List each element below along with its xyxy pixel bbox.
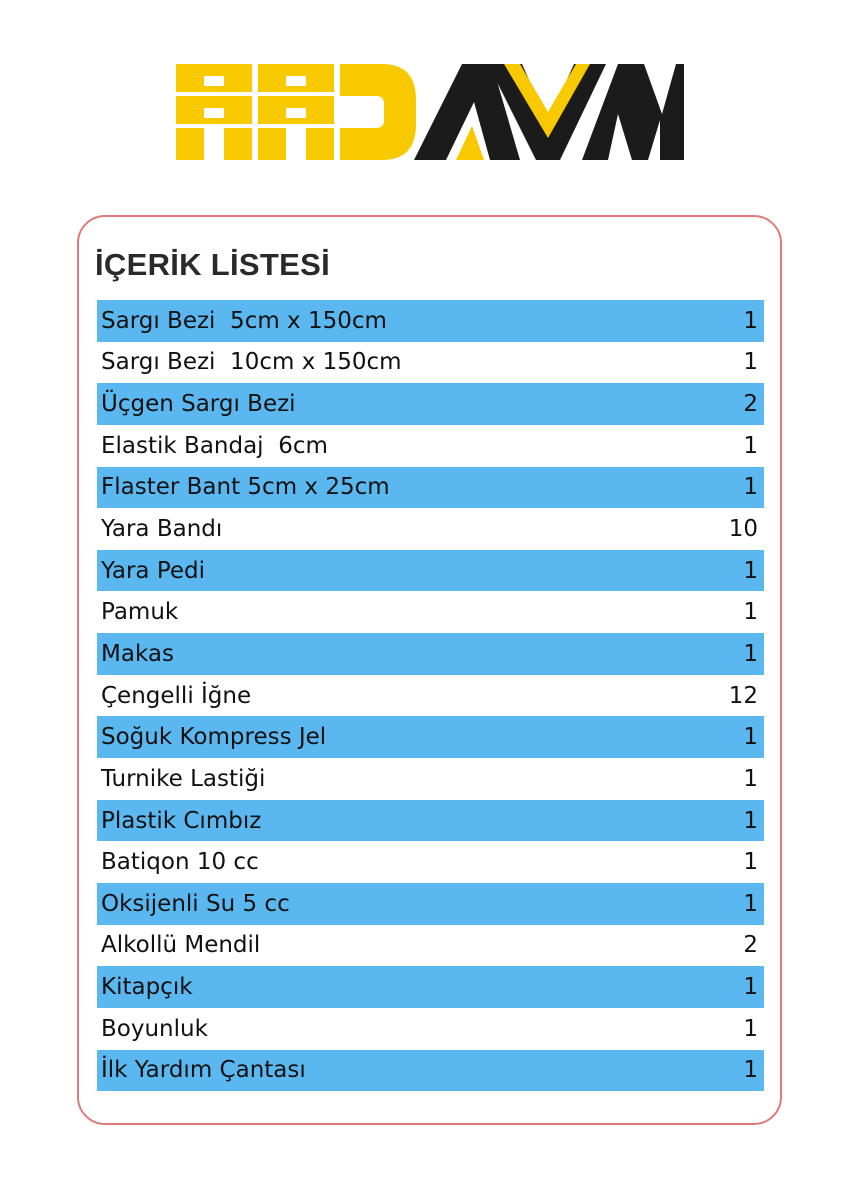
list-item xyxy=(97,383,764,425)
list-item xyxy=(97,300,764,342)
list-item xyxy=(97,758,764,800)
item-quantity: 12 xyxy=(728,682,758,709)
list-item xyxy=(97,467,764,509)
item-quantity: 1 xyxy=(743,807,758,834)
item-quantity: 1 xyxy=(743,1057,758,1084)
item-quantity: 2 xyxy=(743,391,758,418)
item-name: Turnike Lastiği xyxy=(101,765,266,792)
item-name: Alkollü Mendil xyxy=(101,932,261,959)
item-quantity: 2 xyxy=(743,932,758,959)
item-name: Sargı Bezi 5cm x 150cm xyxy=(101,307,387,334)
item-name: Plastik Cımbız xyxy=(101,807,262,834)
item-name: Üçgen Sargı Bezi xyxy=(101,391,296,418)
list-item xyxy=(97,716,764,758)
item-quantity: 1 xyxy=(743,307,758,334)
list-item xyxy=(97,800,764,842)
item-name: Çengelli İğne xyxy=(101,682,252,709)
list-item xyxy=(97,841,764,883)
list-item xyxy=(97,591,764,633)
list-item xyxy=(97,925,764,967)
item-quantity: 10 xyxy=(728,516,758,543)
list-item xyxy=(97,675,764,717)
list-item xyxy=(97,550,764,592)
item-quantity: 1 xyxy=(743,1015,758,1042)
list-item xyxy=(97,633,764,675)
list-item xyxy=(97,966,764,1008)
item-name: Yara Pedi xyxy=(101,557,206,584)
item-name: Yara Bandı xyxy=(101,516,223,543)
list-item xyxy=(97,1050,764,1092)
item-name: İlk Yardım Çantası xyxy=(101,1057,306,1084)
item-quantity: 1 xyxy=(743,974,758,1001)
contents-title: İÇERİK LİSTESİ xyxy=(95,247,331,282)
item-quantity: 1 xyxy=(743,890,758,917)
list-item xyxy=(97,508,764,550)
list-item xyxy=(97,883,764,925)
item-quantity: 1 xyxy=(743,349,758,376)
item-name: Oksijenli Su 5 cc xyxy=(101,890,290,917)
brand-logo xyxy=(170,60,690,170)
item-quantity: 1 xyxy=(743,849,758,876)
item-name: Boyunluk xyxy=(101,1015,208,1042)
item-quantity: 1 xyxy=(743,432,758,459)
logo-graphic xyxy=(170,60,690,170)
item-name: Elastik Bandaj 6cm xyxy=(101,432,328,459)
list-item xyxy=(97,1008,764,1050)
item-name: Pamuk xyxy=(101,599,179,626)
logo-letter-k1 xyxy=(176,64,252,160)
item-name: Sargı Bezi 10cm x 150cm xyxy=(101,349,402,376)
item-quantity: 1 xyxy=(743,640,758,667)
logo-letter-k2 xyxy=(258,64,334,160)
item-name: Kitapçık xyxy=(101,974,193,1001)
item-quantity: 1 xyxy=(743,724,758,751)
contents-card xyxy=(77,215,782,1125)
logo-letter-d xyxy=(340,64,416,160)
item-name: Flaster Bant 5cm x 25cm xyxy=(101,474,390,501)
item-quantity: 1 xyxy=(743,599,758,626)
item-name: Soğuk Kompress Jel xyxy=(101,724,327,751)
item-quantity: 1 xyxy=(743,765,758,792)
contents-list xyxy=(97,300,764,1091)
item-quantity: 1 xyxy=(743,474,758,501)
item-quantity: 1 xyxy=(743,557,758,584)
item-name: Makas xyxy=(101,640,174,667)
item-name: Batiqon 10 cc xyxy=(101,849,259,876)
list-item xyxy=(97,342,764,384)
list-item xyxy=(97,425,764,467)
